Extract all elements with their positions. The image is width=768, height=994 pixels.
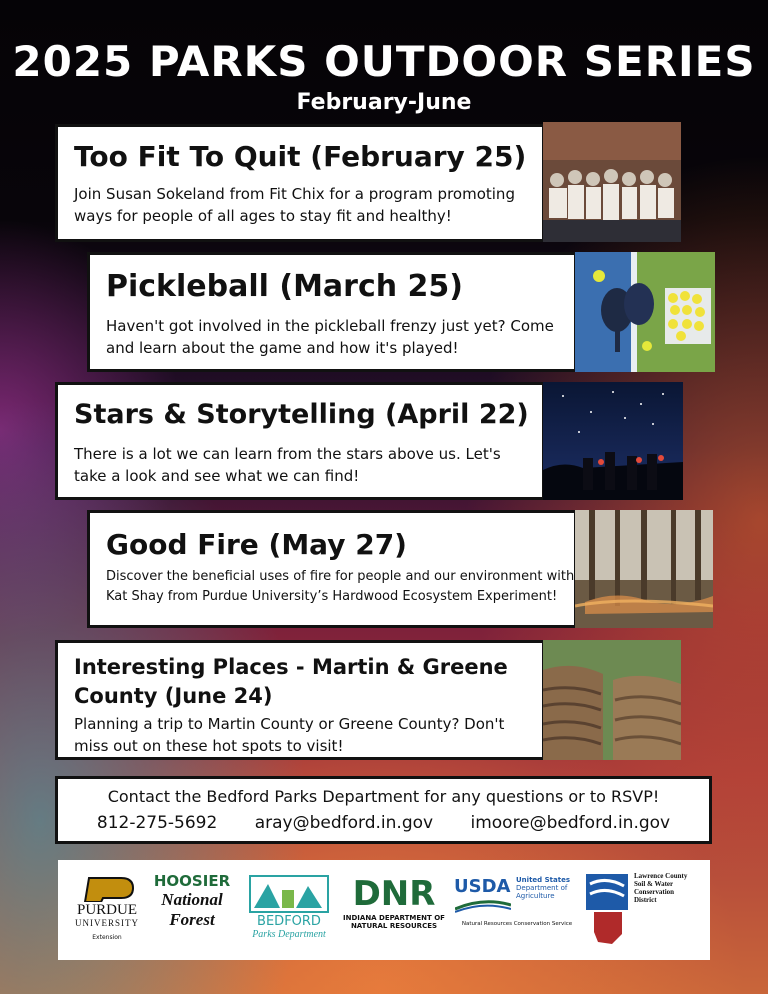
bedford-parks-icon [248, 874, 330, 914]
night-sky-photo [543, 382, 683, 500]
event-description: There is a lot we can learn from the stars above us. Let's take a look and see what we can find! [74, 445, 501, 485]
contact-box [55, 776, 712, 844]
page-title: 2025 PARKS OUTDOOR SERIES [12, 37, 756, 86]
event-description: Haven't got involved in the pickleball frenzy just yet? Come and learn about the game and how it's played! [106, 317, 554, 357]
event-title: Interesting Places - Martin & Greene County (June 24) [74, 655, 508, 708]
bedford-name: BEDFORD [257, 914, 321, 929]
swcd-line1: Lawrence County [634, 872, 688, 880]
indiana-map-icon [584, 872, 630, 946]
event-card-stars [55, 382, 545, 500]
event-description: Join Susan Sokeland from Fit Chix for a program promoting ways for people of all ages to stay fit and healthy! [74, 185, 515, 225]
event-title: Good Fire (May 27) [106, 528, 407, 561]
purdue-sub: UNIVERSITY [75, 918, 139, 928]
dnr-logo [340, 868, 448, 952]
usda-sub: Natural Resources Conservation Service [461, 921, 573, 927]
hoosier-line2: National [161, 890, 223, 909]
hoosier-line3: Forest [169, 910, 215, 929]
usda-nrcs-logo [454, 868, 580, 952]
pickleball-photo [575, 252, 715, 372]
purdue-p-icon [77, 876, 137, 902]
event-title: Stars & Storytelling (April 22) [74, 399, 529, 430]
event-description: Discover the beneficial uses of fire for people and our environment with Kat Shay from Purdue University’s Hardwood Ecosystem Experiment! [106, 569, 575, 604]
sponsor-logos [58, 860, 710, 960]
contact-text: Contact the Bedford Parks Department for any questions or to RSVP! [107, 787, 660, 806]
event-card-fire [87, 510, 577, 628]
dnr-name: DNR [352, 874, 436, 914]
purdue-name: PURDUE [76, 902, 137, 918]
event-title: Pickleball (March 25) [106, 269, 464, 304]
event-card-pickleball [87, 252, 577, 372]
purdue-extension: Extension [92, 934, 122, 941]
swcd-line2: Soil & Water [634, 880, 674, 888]
bedford-parks-logo [243, 868, 335, 952]
page-subtitle: February-June [296, 90, 472, 115]
bedford-sub: Parks Department [252, 929, 326, 940]
dnr-sub1: INDIANA DEPARTMENT OF [343, 914, 445, 922]
event-card-fit [55, 124, 545, 242]
swcd-line4: District [634, 896, 657, 904]
rock-canyon-photo [543, 640, 681, 760]
forest-fire-photo [575, 510, 713, 628]
usda-right1: United States [516, 876, 570, 884]
dnr-sub2: NATURAL RESOURCES [350, 922, 438, 930]
usda-swoosh-icon [455, 897, 511, 913]
swcd-line3: Conservation [634, 888, 675, 896]
hoosier-line1: HOOSIER [153, 872, 231, 890]
usda-name: USDA [454, 876, 511, 897]
purdue-logo [66, 868, 148, 952]
event-title: Too Fit To Quit (February 25) [74, 140, 527, 173]
email-link-aray[interactable]: aray@bedford.in.gov [254, 813, 434, 833]
hoosier-logo [146, 868, 238, 952]
usda-right3: Agriculture [516, 892, 555, 900]
event-card-places [55, 640, 545, 760]
lawrence-swcd-logo [584, 868, 706, 952]
phone-number[interactable]: 812-275-5692 [96, 813, 218, 833]
usda-right2: Department of [516, 884, 568, 892]
contact-details [58, 813, 709, 833]
fitness-group-photo [543, 122, 681, 242]
event-description: Planning a trip to Martin County or Greene County? Don't miss out on these hot spots to visit! [74, 715, 505, 755]
email-link-imoore[interactable]: imoore@bedford.in.gov [470, 813, 671, 833]
